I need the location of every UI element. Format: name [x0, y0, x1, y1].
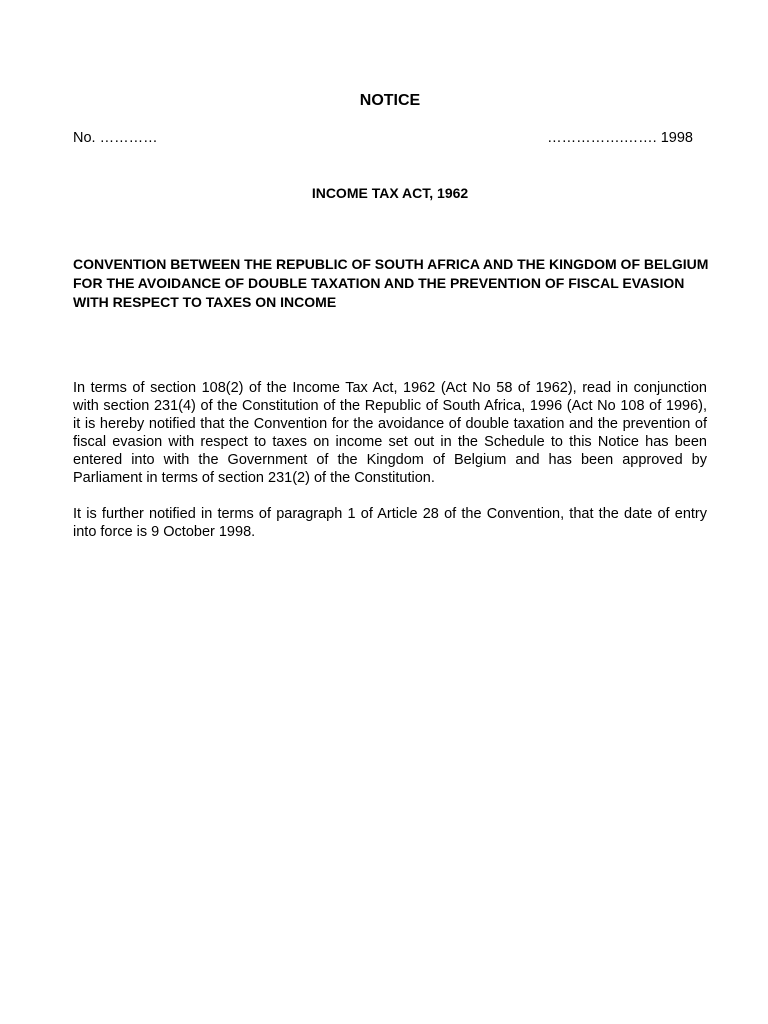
notice-number: No. …………: [73, 130, 158, 146]
body-paragraph-2: It is further notified in terms of paragraph 1 of Article 28 of the Convention, that the date of entry into force is 9 October 1998.: [73, 505, 707, 540]
notice-date: …………….……. 1998: [547, 130, 693, 146]
notice-title: NOTICE: [359, 92, 421, 109]
act-title: INCOME TAX ACT, 1962: [311, 185, 469, 201]
convention-title: CONVENTION BETWEEN THE REPUBLIC OF SOUTH AFRICA AND THE KINGDOM OF BELGIUM FOR THE AVOIDANCE OF DOUBLE TAXATION AND THE PREVENTION OF FISCAL EVASION WITH RESPECT TO TAXES ON INCOME: [73, 256, 709, 310]
body-paragraph-1: In terms of section 108(2) of the Income Tax Act, 1962 (Act No 58 of 1962), read in conjunction with section 231(4) of the Constitution of the Republic of South Africa, 1996 (Act No 108 of 1996), it is hereby notified that the Convention for the avoidance of double taxation and the prevention of fiscal evasion with respect to taxes on income set out in the Schedule to this Notice has been entered into with the Government of the Kingdom of Belgium and has been approved by Parliament in terms of section 231(2) of the Constitution.: [73, 379, 707, 486]
